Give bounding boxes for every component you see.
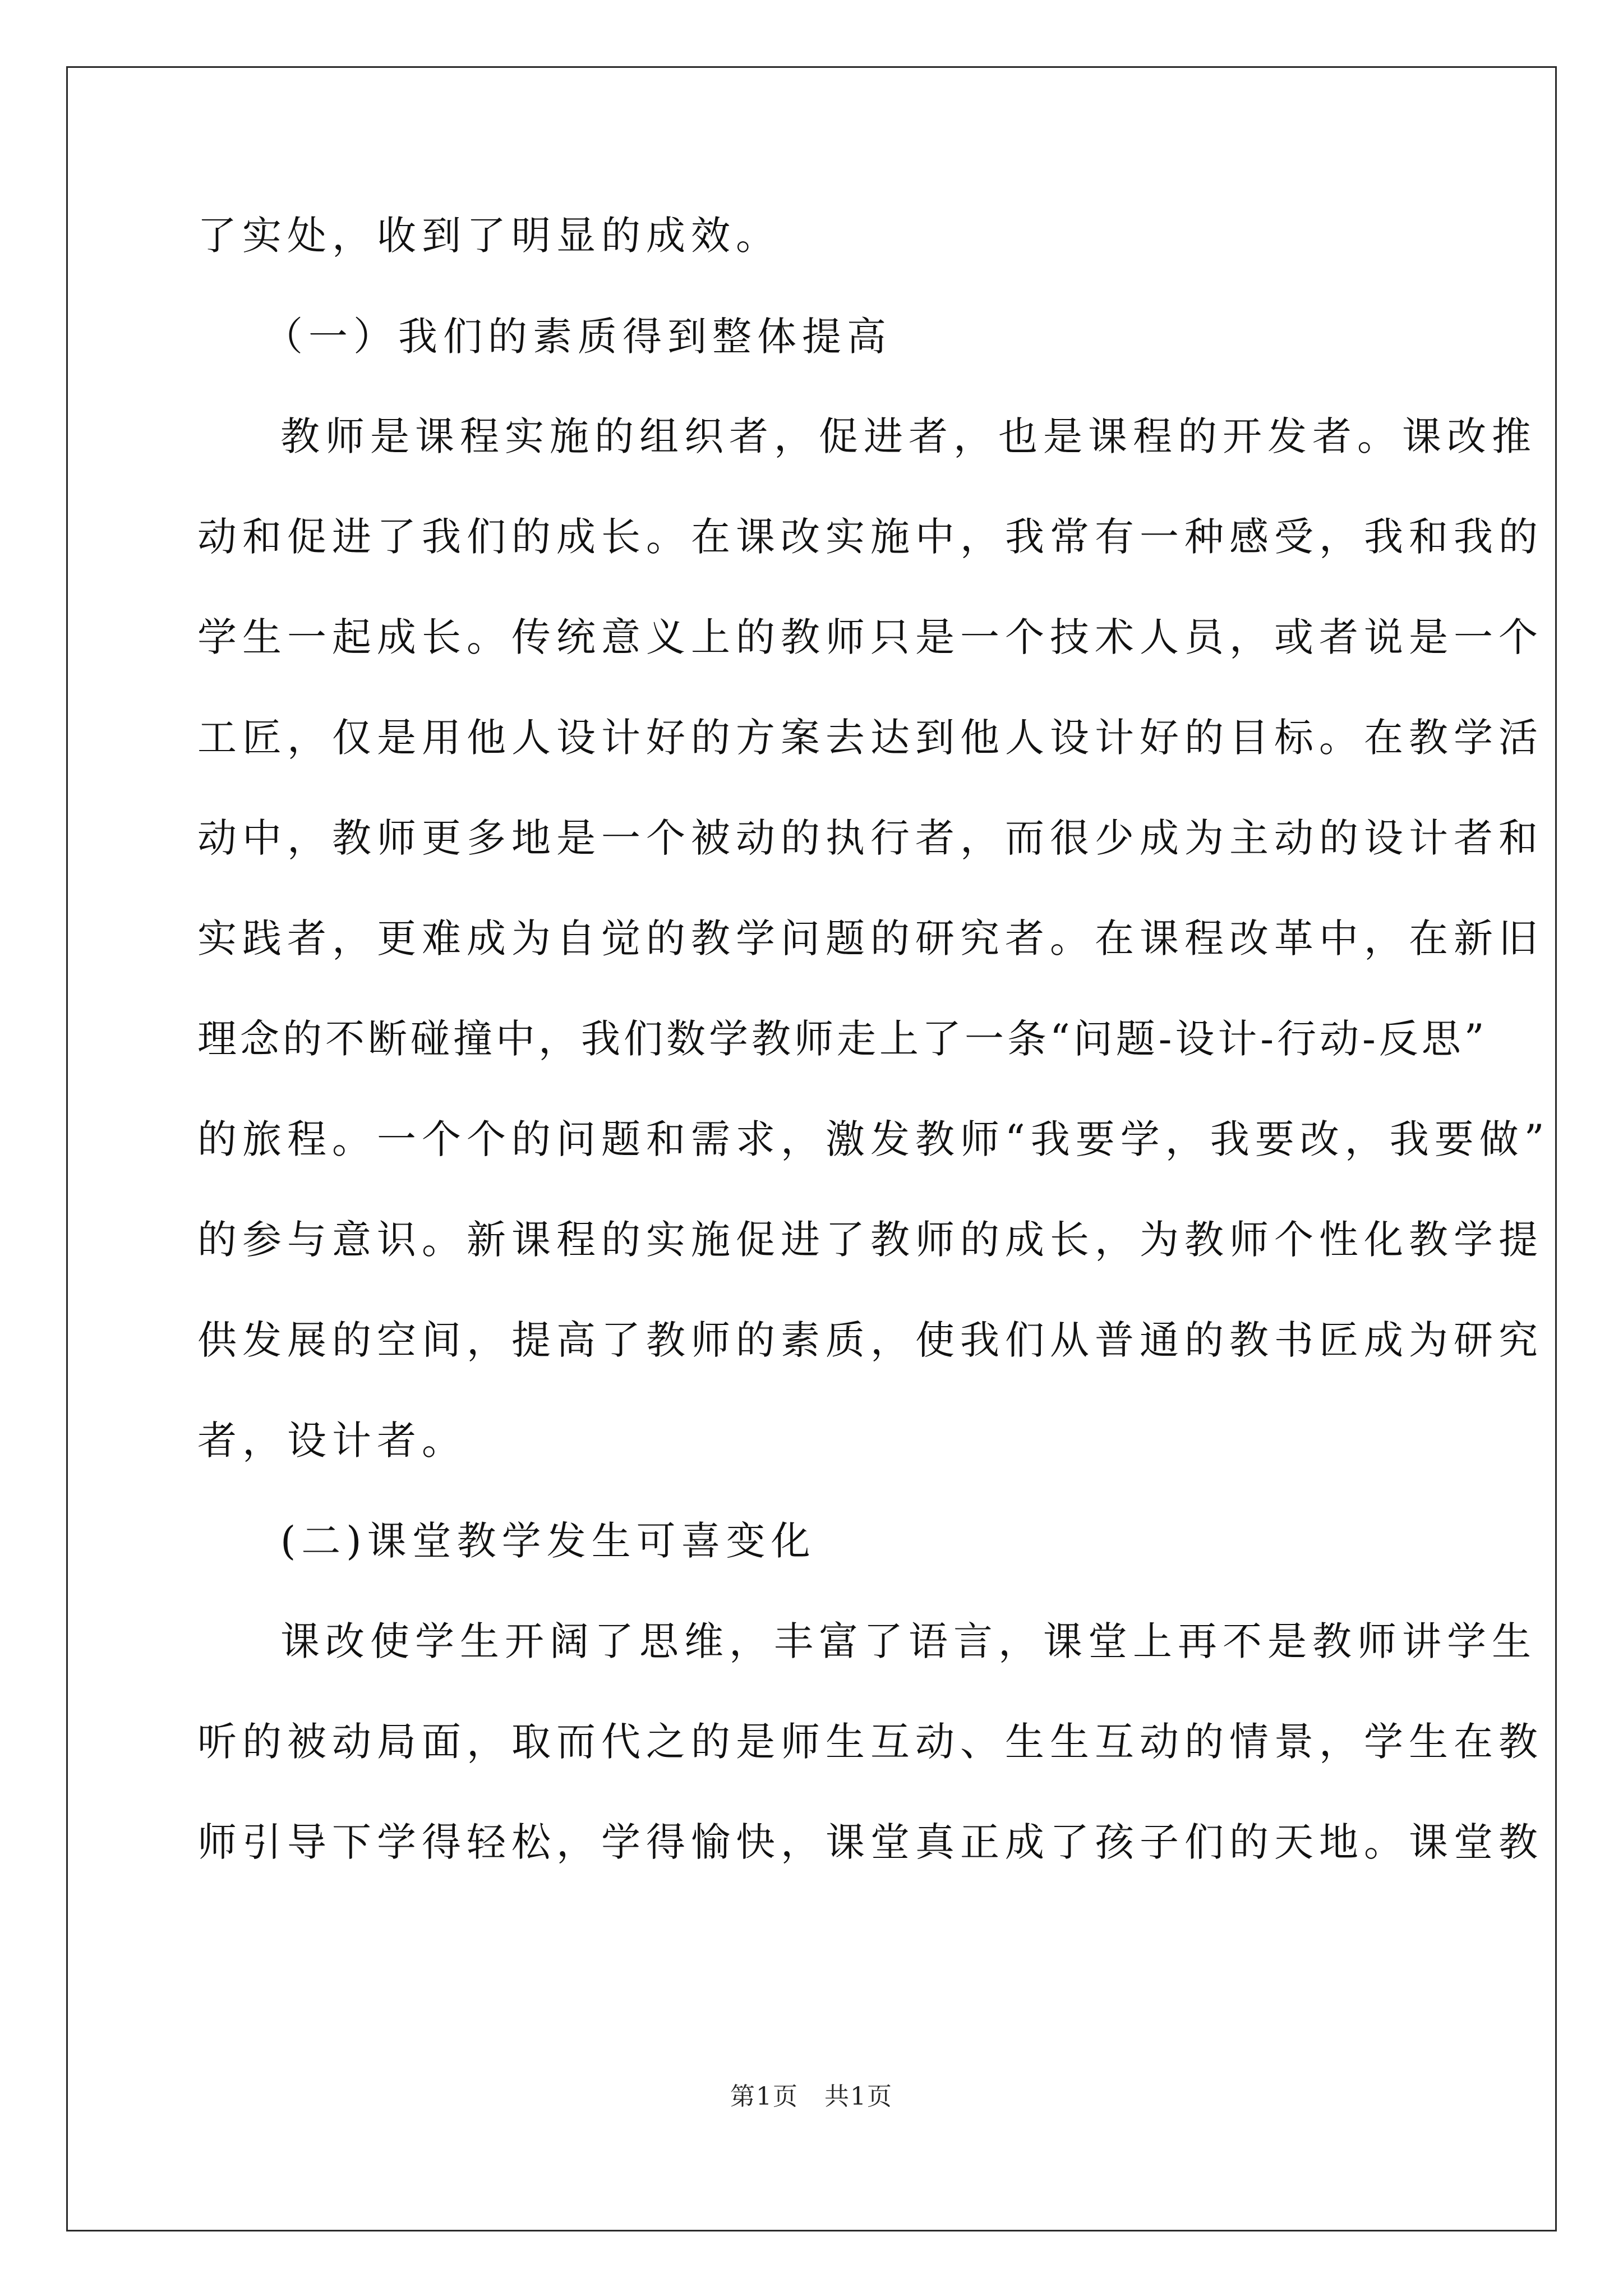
text-line: 了实处，收到了明显的成效。 (197, 213, 781, 259)
text-line: 教师是课程实施的组织者，促进者，也是课程的开发者。课改推 (280, 413, 1537, 459)
text-line: 实践者，更难成为自觉的教学问题的研究者。在课程改革中，在新旧 (197, 915, 1543, 961)
text-line: 工匠，仅是用他人设计好的方案去达到他人设计好的目标。在教学活 (197, 715, 1543, 761)
text-line: 师引导下学得轻松，学得愉快，课堂真正成了孩子们的天地。课堂教 (197, 1819, 1543, 1865)
text-line: 供发展的空间，提高了教师的素质，使我们从普通的教书匠成为研究 (197, 1317, 1543, 1363)
text-line: 学生一起成长。传统意义上的教师只是一个技术人员，或者说是一个 (197, 614, 1543, 660)
text-line: 动和促进了我们的成长。在课改实施中，我常有一种感受，我和我的 (197, 514, 1543, 560)
text-line: 听的被动局面，取而代之的是师生互动、生生互动的情景，学生在教 (197, 1719, 1543, 1765)
text-line: 理念的不断碰撞中，我们数学教师走上了一条“问题-设计-行动-反思” (197, 1016, 1488, 1062)
page-number-footer: 第1页 共1页 (730, 2082, 893, 2111)
section-heading: （一）我们的素质得到整体提高 (264, 314, 892, 360)
text-line: 的参与意识。新课程的实施促进了教师的成长，为教师个性化教学提 (197, 1217, 1543, 1263)
text-line: 的旅程。一个个的问题和需求，激发教师“我要学，我要改，我要做” (197, 1116, 1550, 1162)
text-line: 动中，教师更多地是一个被动的执行者，而很少成为主动的设计者和 (197, 815, 1543, 861)
text-line: 者，设计者。 (197, 1418, 467, 1464)
text-line: 课改使学生开阔了思维，丰富了语言，课堂上再不是教师讲学生 (280, 1618, 1537, 1664)
section-heading: (二)课堂教学发生可喜变化 (280, 1518, 816, 1564)
